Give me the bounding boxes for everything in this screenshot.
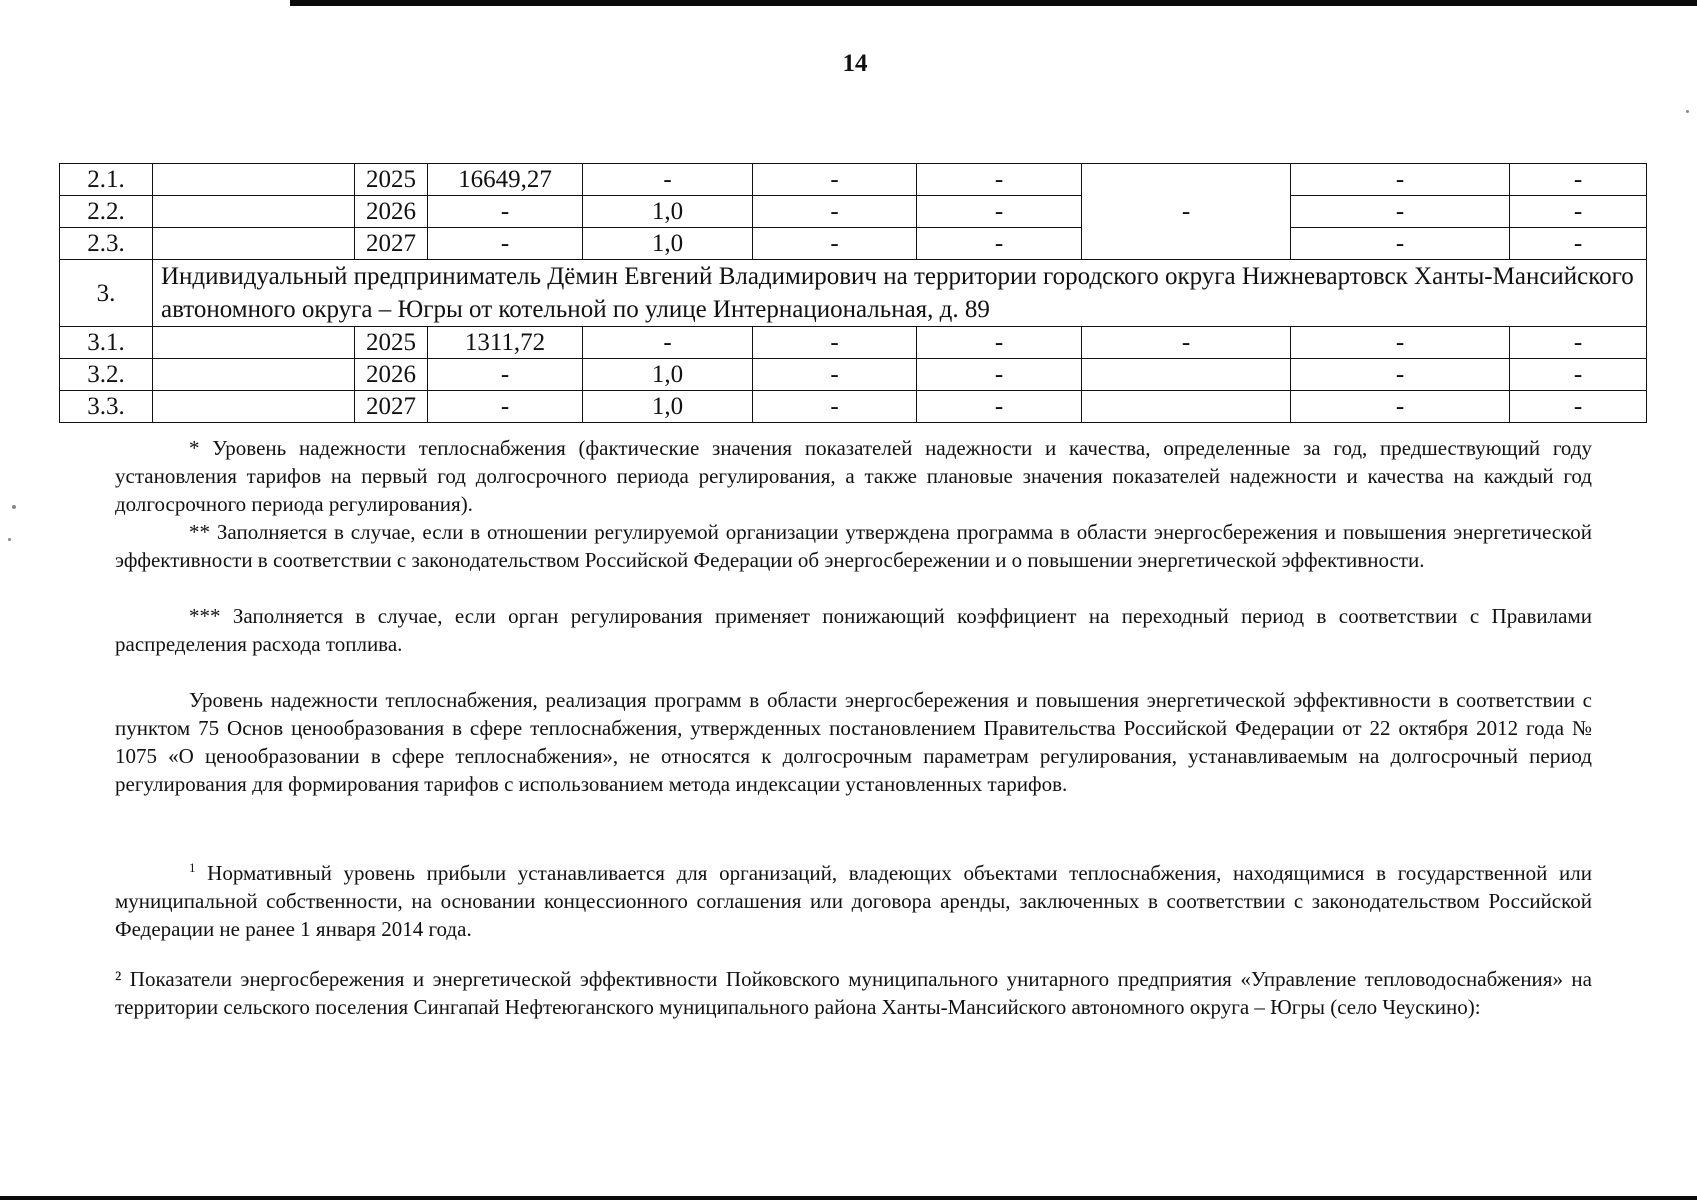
footnote-reduction-coefficient: *** Заполняется в случае, если орган регулирования применяет понижающий коэффициент на переходный период в соответствии с Правилами распределения расхода топлива. xyxy=(115,604,1592,656)
footnote-reliability: * Уровень надежности теплоснабжения (фактические значения показателей надежности и качества, определенные за год, предшествующий году установления тарифов на первый год долгосрочного периода регулирования, а также плановые значения показателей надежности и качества на каждый год долгосрочного периода регулирования). xyxy=(115,436,1592,516)
cell: 1,0 xyxy=(583,359,753,391)
year-cell: 2027 xyxy=(355,391,428,423)
row-number: 2.1. xyxy=(60,164,153,196)
cell xyxy=(153,359,355,391)
year-cell: 2025 xyxy=(355,164,428,196)
note-text: Показатели энергосбережения и энергетической эффективности Пойковского муниципального унитарного предприятия «Управление тепловодоснабжения» на территории сельского поселения Сингапай Нефтеюганского муниципального района Ханты-Мансийского автономного округа – Югры (село Чеускино): xyxy=(115,967,1592,1019)
cell: - xyxy=(1291,359,1510,391)
cell: - xyxy=(753,164,917,196)
section-number: 3. xyxy=(60,260,153,327)
cell: - xyxy=(917,391,1082,423)
scan-speck xyxy=(8,538,11,541)
cell: - xyxy=(428,228,583,260)
year-cell: 2026 xyxy=(355,359,428,391)
cell: 1,0 xyxy=(583,228,753,260)
cell: - xyxy=(917,228,1082,260)
row-number: 3.2. xyxy=(60,359,153,391)
section-row xyxy=(60,260,1647,327)
row-number: 2.2. xyxy=(60,196,153,228)
table-row xyxy=(60,228,1647,260)
scan-bottom-border xyxy=(0,1196,1697,1200)
cell: - xyxy=(1510,327,1647,359)
footnote-energy-program: ** Заполняется в случае, если в отношении регулируемой организации утверждена программа в области энергосбережения и повышения энергетической эффективности в соответствии с законодательством Российской Федерации об энергосбережении и о повышении энергетической эффективности. xyxy=(115,520,1592,572)
section-title: Индивидуальный предприниматель Дёмин Евгений Владимирович на территории городского округа Нижневартовск Ханты-Мансийского автономного округа – Югры от котельной по улице Интернациональная, д. 89 xyxy=(153,260,1647,327)
cell xyxy=(153,228,355,260)
cell xyxy=(153,164,355,196)
cell: - xyxy=(753,359,917,391)
cell: - xyxy=(428,391,583,423)
note-marker: ² xyxy=(115,967,122,991)
cell: - xyxy=(753,327,917,359)
cell xyxy=(153,327,355,359)
cell: - xyxy=(753,196,917,228)
cell: - xyxy=(917,327,1082,359)
scan-top-border xyxy=(290,0,1697,6)
tariff-table xyxy=(59,163,1647,423)
scan-speck xyxy=(1686,110,1689,113)
cell: 1311,72 xyxy=(428,327,583,359)
paragraph-reliability: Уровень надежности теплоснабжения, реализация программ в области энергосбережения и повышения энергетической эффективности в соответствии с пунктом 75 Основ ценообразования в сфере теплоснабжения, утвержденных постановлением Правительства Российской Федерации от 22 октября 2012 года № 1075 «О ценообразовании в сфере теплоснабжения», не относятся к долгосрочным параметрам регулирования, устанавливаемым на долгосрочный период регулирования для формирования тарифов с использованием метода индексации установленных тарифов. xyxy=(115,688,1592,796)
page-number: 14 xyxy=(842,50,868,77)
cell: 16649,27 xyxy=(428,164,583,196)
cell: - xyxy=(917,164,1082,196)
cell xyxy=(153,391,355,423)
cell: - xyxy=(1082,327,1291,359)
year-cell: 2026 xyxy=(355,196,428,228)
table-row xyxy=(60,196,1647,228)
cell: - xyxy=(1510,196,1647,228)
cell: - xyxy=(583,327,753,359)
note-marker: 1 xyxy=(189,860,196,875)
cell: 1,0 xyxy=(583,391,753,423)
cell: - xyxy=(753,228,917,260)
year-cell: 2025 xyxy=(355,327,428,359)
cell: 1,0 xyxy=(583,196,753,228)
table-row xyxy=(60,391,1647,423)
note-energy-indicators xyxy=(115,965,1592,1021)
cell xyxy=(1082,359,1291,391)
table-row xyxy=(60,359,1647,391)
row-number: 2.3. xyxy=(60,228,153,260)
row-number: 3.1. xyxy=(60,327,153,359)
cell: - xyxy=(1291,391,1510,423)
note-profit-level xyxy=(115,854,1592,943)
row-number: 3.3. xyxy=(60,391,153,423)
table-row xyxy=(60,164,1647,196)
cell: - xyxy=(428,359,583,391)
cell xyxy=(153,196,355,228)
cell xyxy=(1082,391,1291,423)
year-cell: 2027 xyxy=(355,228,428,260)
cell: - xyxy=(1291,164,1510,196)
cell: - xyxy=(917,359,1082,391)
cell: - xyxy=(1291,327,1510,359)
cell: - xyxy=(583,164,753,196)
cell: - xyxy=(753,391,917,423)
cell: - xyxy=(1510,228,1647,260)
cell: - xyxy=(917,196,1082,228)
cell: - xyxy=(1510,391,1647,423)
scan-speck xyxy=(12,505,16,509)
cell: - xyxy=(1291,196,1510,228)
note-text: Нормативный уровень прибыли устанавливается для организаций, владеющих объектами теплоснабжения, находящимися в государственной или муниципальной собственности, на основании концессионного соглашения или договора аренды, заключенных в соответствии с законодательством Российской Федерации не ранее 1 января 2014 года. xyxy=(115,861,1592,941)
cell: - xyxy=(1510,359,1647,391)
cell: - xyxy=(1510,164,1647,196)
merged-cell: - xyxy=(1082,164,1291,260)
cell: - xyxy=(1291,228,1510,260)
table-row xyxy=(60,327,1647,359)
cell: - xyxy=(428,196,583,228)
